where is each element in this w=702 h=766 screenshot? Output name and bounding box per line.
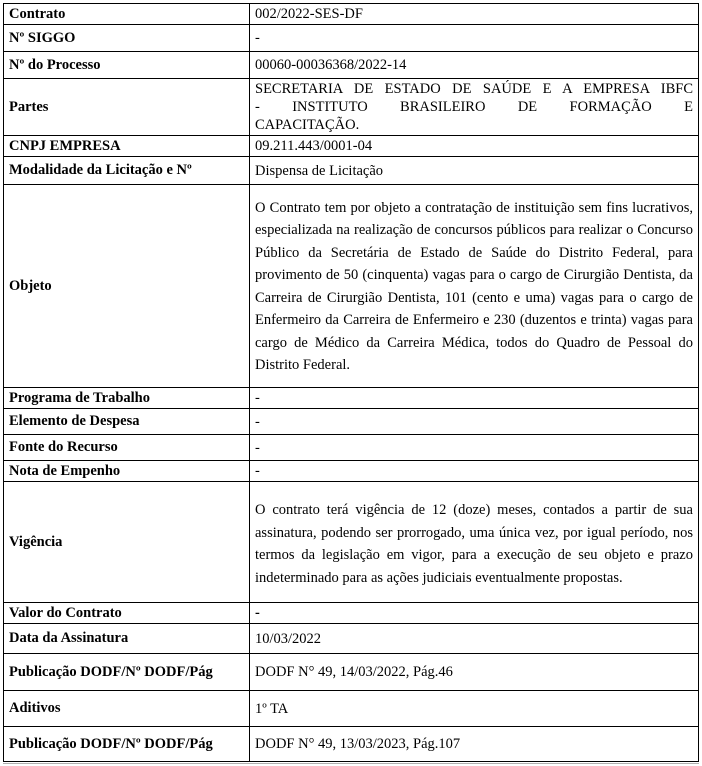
row-value-elemento: - (250, 409, 699, 435)
row-label-partes: Partes (4, 79, 250, 136)
row-value-cnpj: 09.211.443/0001-04 (250, 136, 699, 157)
row-label-modalidade: Modalidade da Licitação e Nº (4, 157, 250, 185)
table-row (4, 185, 699, 388)
table-row (4, 461, 699, 482)
table-row (4, 25, 699, 52)
row-value-objeto: O Contrato tem por objeto a contratação de instituição sem fins lucrativos, especializada na realização de concursos públicos para realizar o Concurso Público da Secretária de Estado de Saúde do Distrito Federal, para provimento de 50 (cinquenta) vagas para o cargo de Cirurgião Dentista, da Carreira de Cirurgião Dentista, 101 (cento e uma) vagas para o cargo de Enfermeiro da Carreira de Enfermeiro e 230 (duzentos e trinta) vagas para cargo de Médico da Carreira Médica, todos do Quadro de Pessoal do Distrito Federal. (250, 185, 699, 388)
row-label-cnpj: CNPJ EMPRESA (4, 136, 250, 157)
table-row (4, 624, 699, 654)
table-row (4, 157, 699, 185)
table-row (4, 435, 699, 461)
row-label-valor: Valor do Contrato (4, 603, 250, 624)
table-row (4, 52, 699, 79)
row-value-empenho: - (250, 461, 699, 482)
table-row (4, 4, 699, 25)
row-value-publicacao-2: DODF N° 49, 13/03/2023, Pág.107 (250, 727, 699, 762)
row-label-aditivos: Aditivos (4, 691, 250, 727)
row-value-siggo: - (250, 25, 699, 52)
row-value-fonte: - (250, 435, 699, 461)
partes-line-3: CAPACITAÇÃO. (255, 117, 360, 133)
row-label-publicacao-2: Publicação DODF/Nº DODF/Pág (4, 727, 250, 762)
table-row (4, 388, 699, 409)
row-value-modalidade: Dispensa de Licitação (250, 157, 699, 185)
table-row (4, 603, 699, 624)
row-label-programa: Programa de Trabalho (4, 388, 250, 409)
row-label-processo: Nº do Processo (4, 52, 250, 79)
row-value-data-assinatura: 10/03/2022 (250, 624, 699, 654)
row-value-contrato: 002/2022-SES-DF (250, 4, 699, 25)
row-value-programa: - (250, 388, 699, 409)
table-row (4, 482, 699, 603)
row-value-valor: - (250, 603, 699, 624)
table-row (4, 654, 699, 691)
partes-line-1: SECRETARIA DE ESTADO DE SAÚDE E A EMPRESA IBFC (255, 81, 693, 97)
table-row (4, 409, 699, 435)
row-value-aditivos: 1º TA (250, 691, 699, 727)
row-value-publicacao-1: DODF N° 49, 14/03/2022, Pág.46 (250, 654, 699, 691)
table-row (4, 691, 699, 727)
row-label-data-assinatura: Data da Assinatura (4, 624, 250, 654)
row-label-vigencia: Vigência (4, 482, 250, 603)
row-label-objeto: Objeto (4, 185, 250, 388)
partes-line-2: - INSTITUTO BRASILEIRO DE FORMAÇÃO E (255, 99, 693, 115)
row-value-processo: 00060-00036368/2022-14 (250, 52, 699, 79)
row-label-contrato: Contrato (4, 4, 250, 25)
table-row (4, 727, 699, 762)
row-label-empenho: Nota de Empenho (4, 461, 250, 482)
row-label-publicacao-1: Publicação DODF/Nº DODF/Pág (4, 654, 250, 691)
contract-table (3, 3, 699, 762)
row-value-vigencia: O contrato terá vigência de 12 (doze) meses, contados a partir de sua assinatura, podendo ser prorrogado, uma única vez, por igual período, nos termos da legislação em vigor, para a execução de seu objeto e prazo indeterminado para as ações judiciais eventualmente propostas. (250, 482, 699, 603)
table-row (4, 79, 699, 136)
table-row (4, 136, 699, 157)
row-label-elemento: Elemento de Despesa (4, 409, 250, 435)
row-label-siggo: Nº SIGGO (4, 25, 250, 52)
row-value-partes (250, 79, 699, 136)
row-label-fonte: Fonte do Recurso (4, 435, 250, 461)
page-divider (3, 763, 699, 764)
